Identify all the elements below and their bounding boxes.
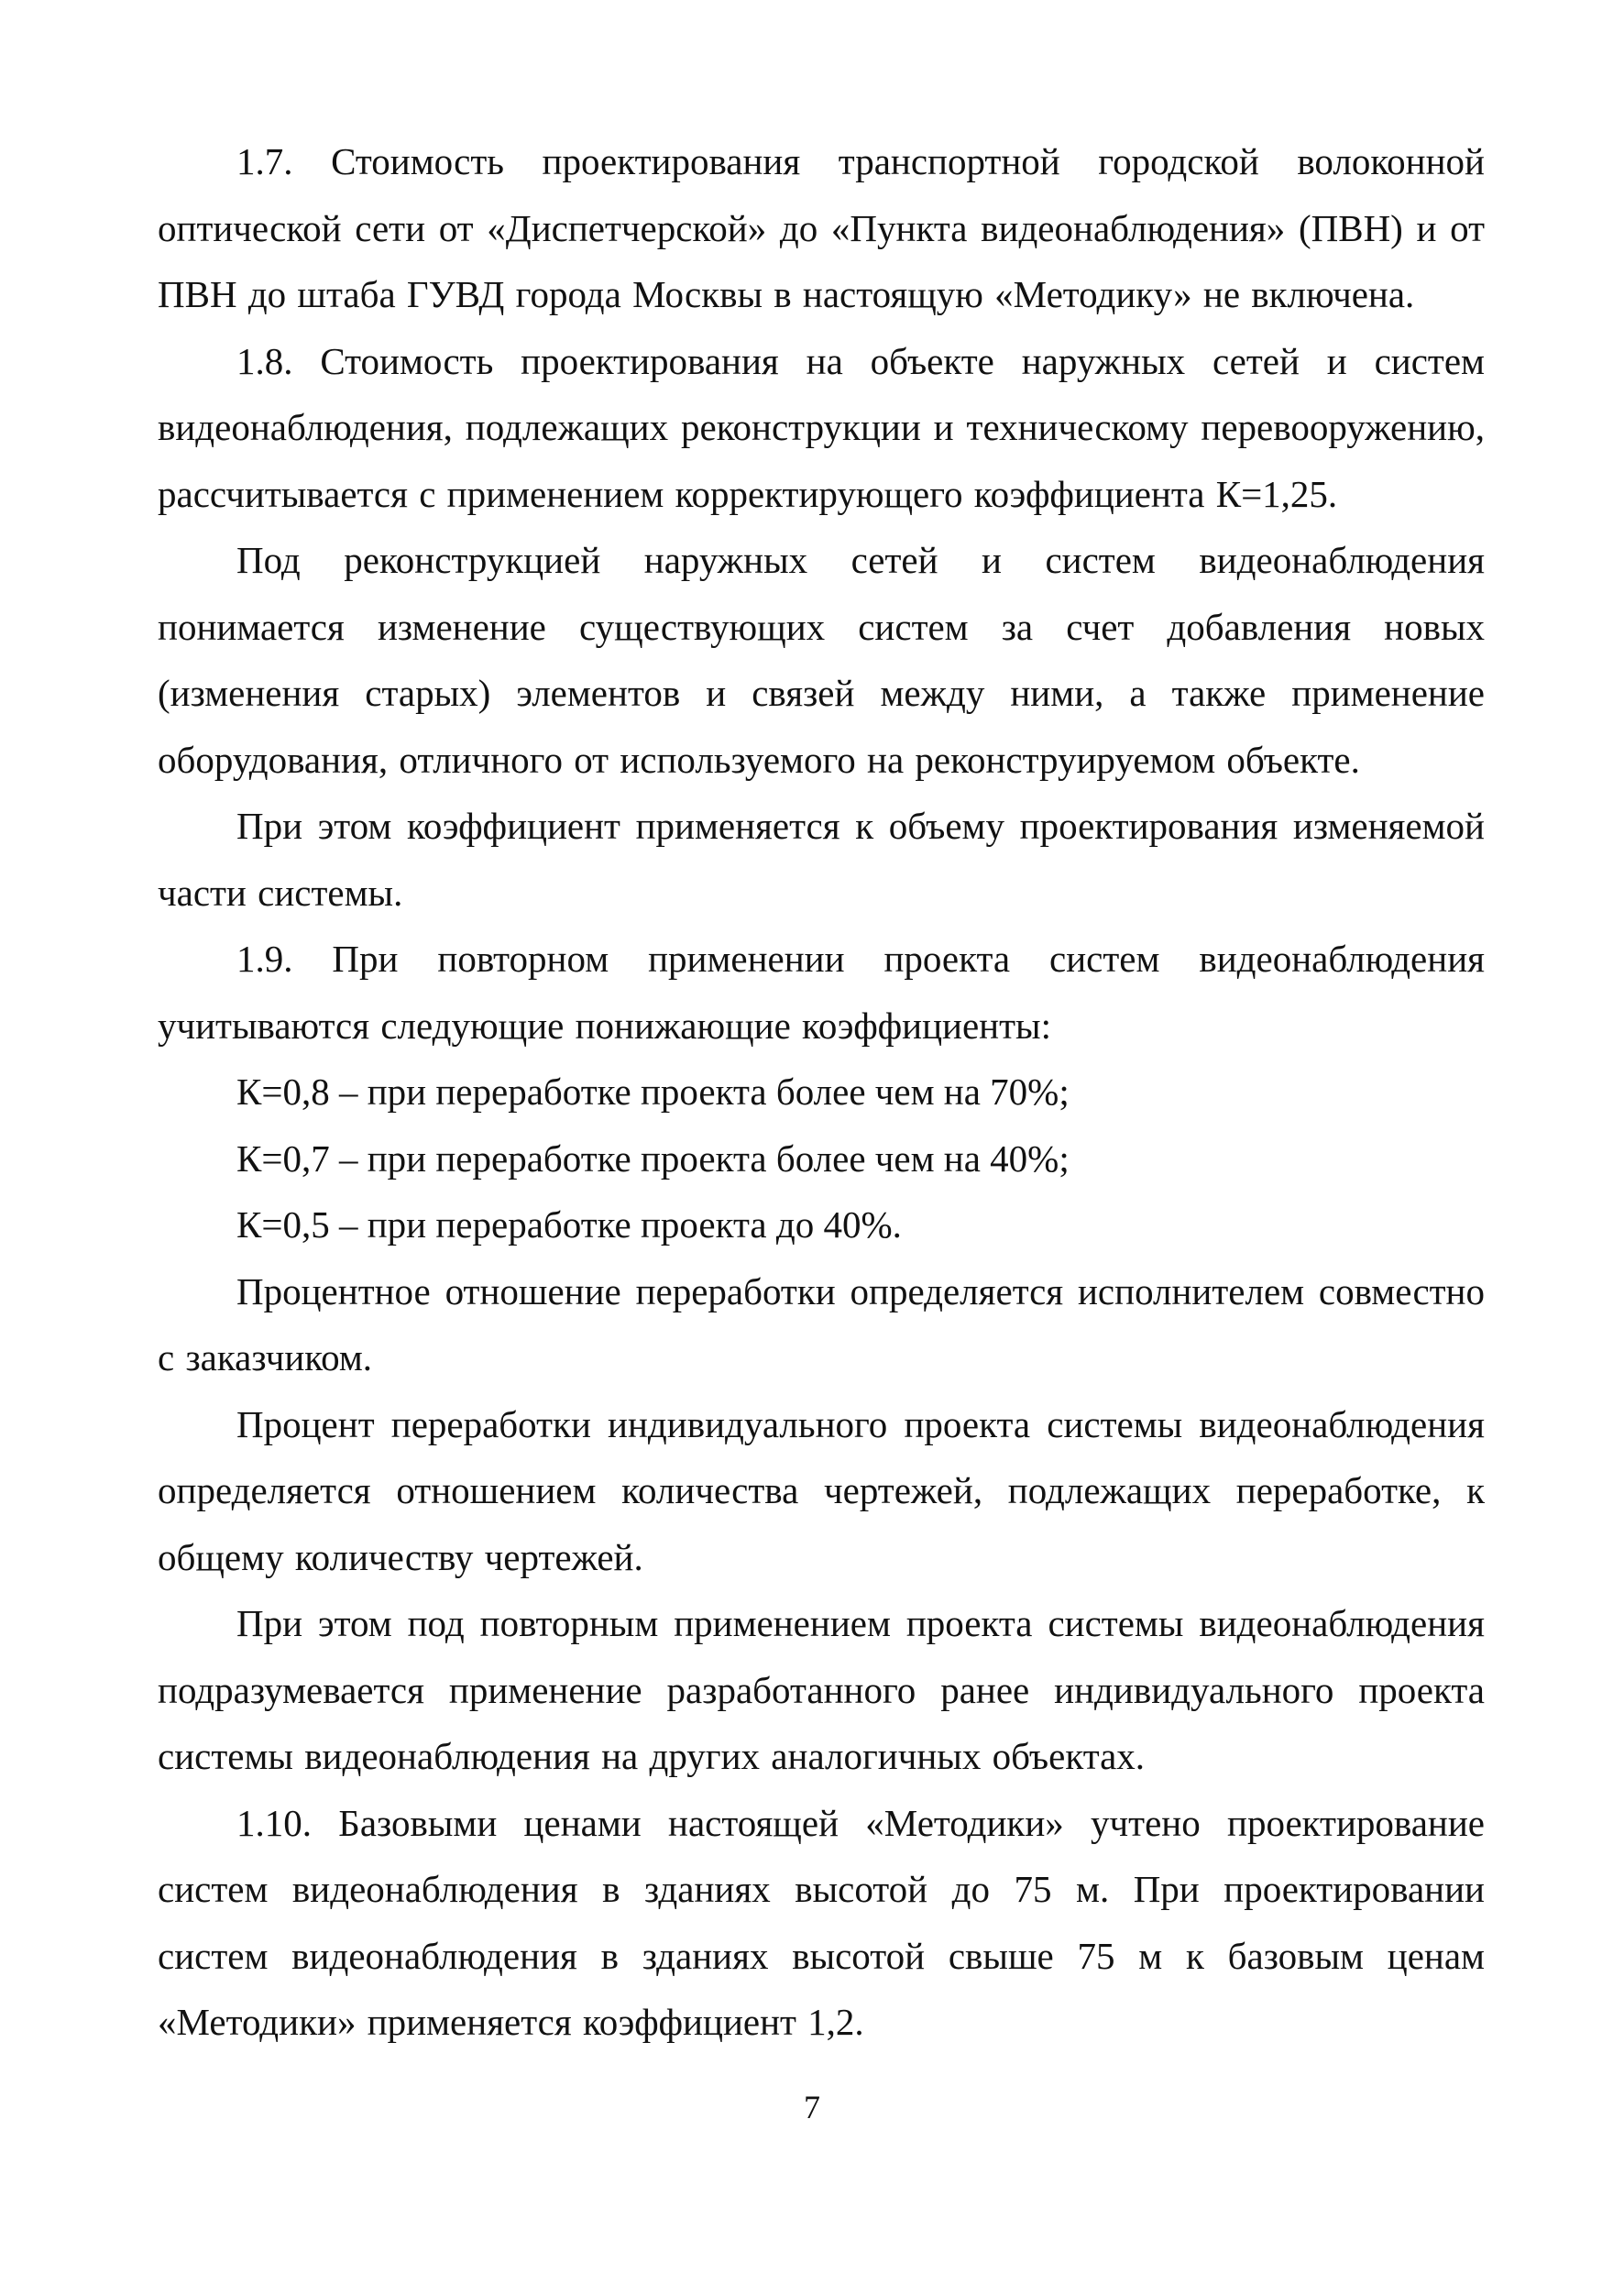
paragraph-repeat: При этом под повторным применением проекта системы видеонаблюдения подразумевается применение разработанного ранее индивидуального проекта системы видеонаблюдения на других аналогичных объектах. [158,1602,1485,1777]
coefficient-line-1: К=0,8 – при переработке проекта более чем на 70%; [236,1071,1070,1113]
coefficient-line-3: К=0,5 – при переработке проекта до 40%. [236,1203,902,1246]
paragraph-1-9: 1.9. При повторном применении проекта систем видеонаблюдения учитываются следующие понижающие коэффициенты: [158,938,1485,1047]
paragraph-1-8: 1.8. Стоимость проектирования на объекте наружных сетей и систем видеонаблюдения, подлежащих реконструкции и техническому перевооружению, рассчитывается с применением корректирующего коэффициента К=1,25. [158,339,1485,515]
paragraph-reconstruction: Под реконструкцией наружных сетей и систем видеонаблюдения понимается изменение существующих систем за счет добавления новых (изменения старых) элементов и связей между ними, а также применение оборудования, отличного от используемого на реконструируемом объекте. [158,539,1485,781]
paragraph-percent: Процентное отношение переработки определяется исполнителем совместно с заказчиком. [158,1269,1485,1378]
paragraph-1-10: 1.10. Базовыми ценами настоящей «Методики» учтено проектирование систем видеонаблюдения в зданиях высотой до 75 м. При проектировании систем видеонаблюдения в зданиях высотой свыше 75 м к базовым ценам «Методики» применяется коэффициент 1,2. [158,1801,1485,2043]
paragraph-1-7: 1.7. Стоимость проектирования транспортной городской волоконной оптической сети от «Диспетчерской» до «Пункта видеонаблюдения» (ПВН) и от ПВН до штаба ГУВД города Москвы в настоящую «Методику» не включена. [158,140,1485,315]
paragraph-individual: Процент переработки индивидуального проекта системы видеонаблюдения определяется отношением количества чертежей, подлежащих переработке, к общему количеству чертежей. [158,1402,1485,1578]
page-number: 7 [804,2089,820,2125]
coefficient-line-2: К=0,7 – при переработке проекта более чем на 40%; [236,1136,1070,1180]
paragraph-coefficient: При этом коэффициент применяется к объему проектирования изменяемой части системы. [158,805,1485,914]
document-page [158,128,1485,2056]
